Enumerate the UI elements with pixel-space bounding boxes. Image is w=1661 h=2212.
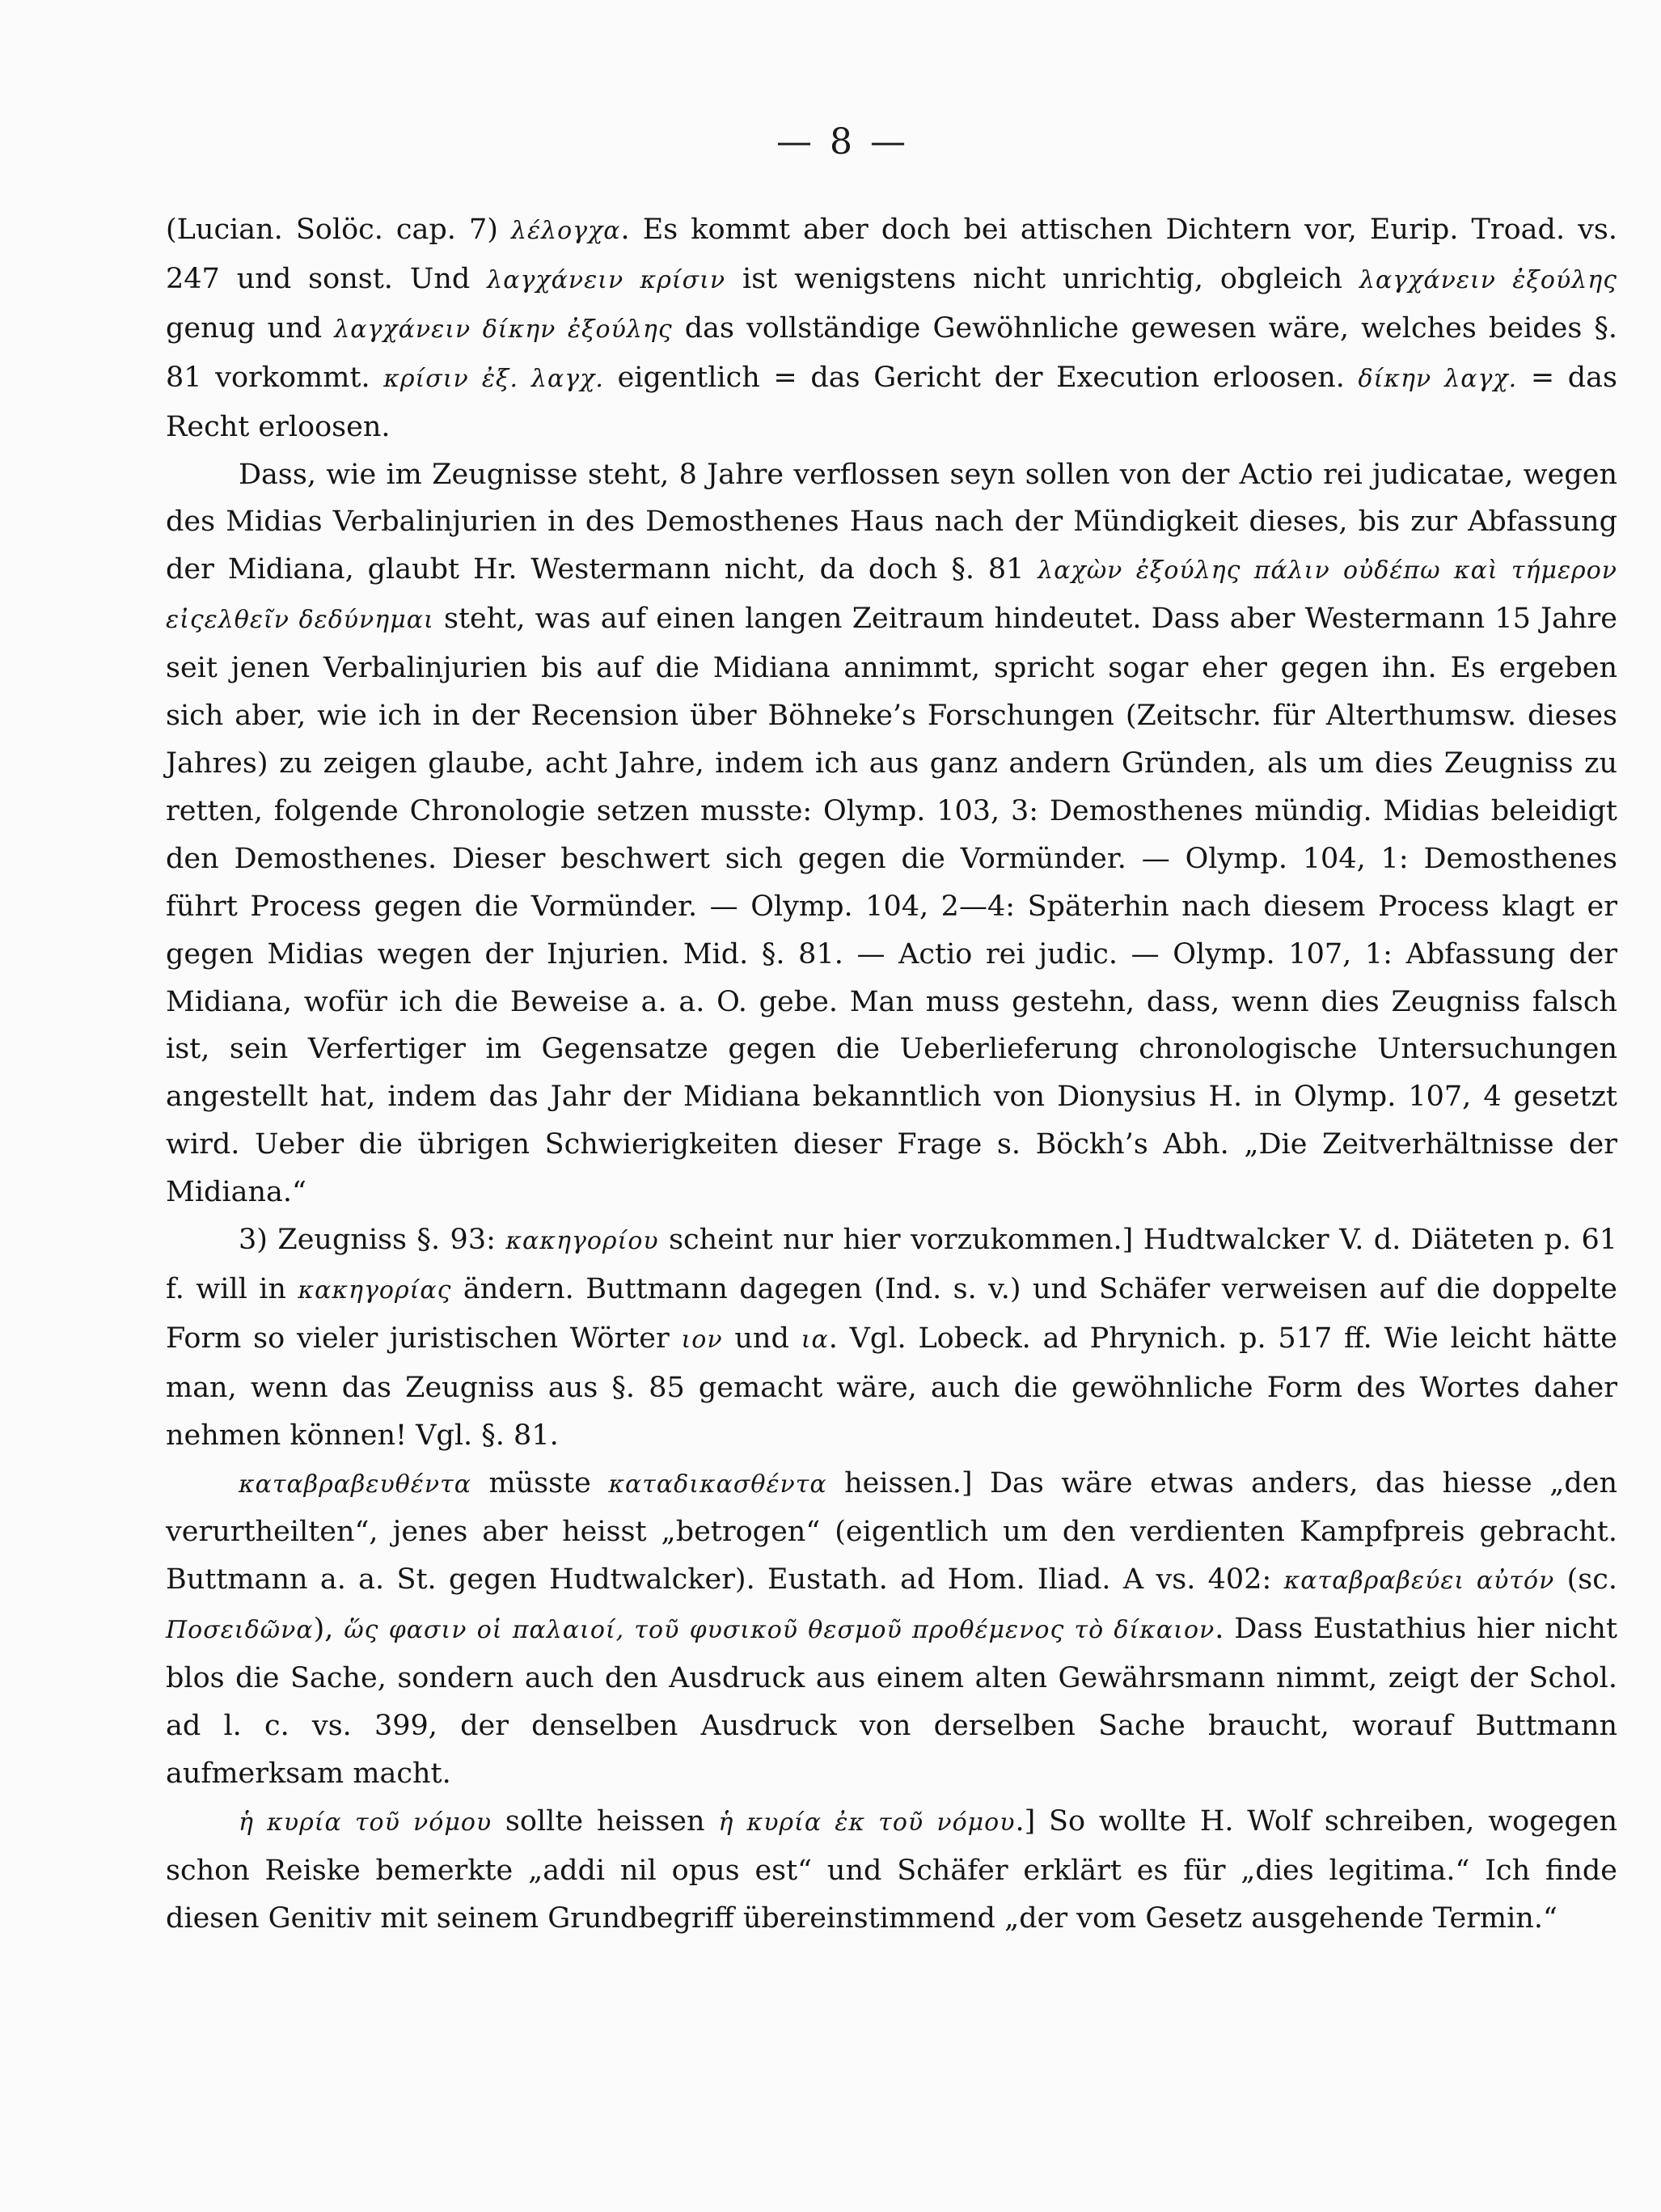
greek-phrase: καταβραβεύει αὐτόν (1283, 1567, 1555, 1596)
text-segment: müsste (471, 1466, 609, 1499)
text-segment: . Es kommt aber doch bei attischen Dichtern vor, Eurip. Troad. vs. 247 und sonst. Und (166, 214, 1617, 295)
text-segment: ), (313, 1613, 344, 1646)
text-segment: . Dass Eustathius hier nicht blos die Sache, sondern auch den Ausdruck aus einem alten Gewährsmann nimmt, zeigt der Schol. ad l. c. vs. 399, der denselben Ausdruck von derselben Sache braucht, worauf Buttmann aufmerksam macht. (166, 1613, 1618, 1790)
greek-phrase: κακηγορίου (505, 1227, 659, 1256)
greek-phrase: ὥς φασιν οἱ παλαιοί, τοῦ φυσικοῦ θεσμοῦ προθέμενος τὸ δίκαιον (344, 1616, 1215, 1645)
greek-phrase: ἡ κυρία ἐκ τοῦ νόμου (718, 1808, 1016, 1837)
greek-phrase: λαχὼν ἐξούλης πάλιν οὐδέπω καὶ τήμερον εἰςελθεῖν δεδύνημαι (166, 556, 1617, 635)
text-segment: (sc. (1554, 1563, 1617, 1597)
text-segment: . Vgl. Lobeck. ad Phrynich. p. 517 ff. Wie leicht hätte man, wenn das Zeugniss aus §. 85 gemacht wäre, auch die gewöhnliche Form des Wortes daher nehmen können! Vgl. §. 81. (166, 1322, 1617, 1452)
greek-phrase: ἡ κυρία τοῦ νόμου (239, 1808, 492, 1837)
greek-phrase: καταδικασθέντα (608, 1470, 827, 1499)
text-segment: .] So wollte H. Wolf schreiben, wogegen schon Reiske bemerkte „addi nil opus est“ und Schäfer erklärt es für „dies legitima.“ Ich finde diesen Genitiv mit seinem Grundbegriff übereinstimmend „der vom Gesetz ausgehende Termin.“ (166, 1804, 1618, 1935)
greek-phrase: δίκην λαγχ. (1358, 364, 1518, 393)
text-segment: Dass, wie im Zeugnisse steht, 8 Jahre verflossen seyn sollen von der Actio rei judicatae, wegen des Midias Verbalinjurien in des Demosthenes Haus nach der Mündigkeit dieses, bis zur Abfassung der Midiana, glaubt Hr. Westermann nicht, da doch §. 81 (166, 458, 1617, 586)
greek-phrase: Ποσειδῶνα (166, 1616, 314, 1645)
greek-phrase: κρίσιν ἐξ. λαγχ. (383, 364, 604, 393)
text-segment: ändern. Buttmann dagegen (Ind. s. v.) und Schäfer verweisen auf die doppelte Form so vieler juristischen Wörter (166, 1272, 1617, 1355)
greek-phrase: λαγχάνειν κρίσιν (487, 265, 726, 294)
greek-phrase: λαγχάνειν δίκην ἐξούλης (334, 315, 673, 344)
text-segment: steht, was auf einen langen Zeitraum hindeutet. Dass aber Westermann 15 Jahre seit jenen Verbalinjurien bis auf die Midiana annimmt, spricht sogar eher gegen ihn. Es ergeben sich aber, wie ich in der Recension über Böhneke’s Forschungen (Zeitschr. für Alterthumsw. dieses Jahres) zu zeigen glaube, acht Jahre, indem ich aus ganz andern Gründen, als um dies Zeugniss zu retten, folgende Chronologie setzen musste: Olymp. 103, 3: Demosthenes mündig. Midias beleidigt den Demosthenes. Dieser beschwert sich gegen die Vormünder. — Olymp. 104, 1: Demosthenes führt Process gegen die Vormünder. — Olymp. 104, 2—4: Späterhin nach diesem Process klagt er gegen Midias wegen der Injurien. Mid. §. 81. — Actio rei judic. — Olymp. 107, 1: Abfassung der Midiana, wofür ich die Beweise a. a. O. gebe. Man muss gestehn, dass, wenn dies Zeugniss falsch ist, sein Verfertiger im Gegensatze gegen die Ueberlieferung chronologische Untersuchungen angestellt hat, indem das Jahr der Midiana bekanntlich von Dionysius H. in Olymp. 107, 4 gesetzt wird. Ueber die übrigen Schwierigkeiten dieser Frage s. Böckh’s Abh. „Die Zeitverhältnisse der Midiana.“ (166, 603, 1617, 1209)
text-segment: sollte heissen (492, 1804, 719, 1838)
text-segment: 3) Zeugniss §. 93: (239, 1224, 506, 1257)
paragraph-5 (166, 1798, 1617, 1943)
text-segment: ist wenigstens nicht unrichtig, obgleich (725, 262, 1359, 295)
text-segment: = das Recht erloosen. (166, 361, 1618, 443)
greek-phrase: κακηγορίας (298, 1275, 452, 1305)
paragraph-3 (166, 1216, 1617, 1460)
text-segment: und (722, 1322, 801, 1355)
greek-phrase: λαγχάνειν ἐξούλης (1359, 265, 1617, 294)
text-segment: eigentlich = das Gericht der Execution erloosen. (603, 361, 1359, 394)
text-segment: scheint nur hier vorzukommen.] Hudtwalcker V. d. Diäteten p. 61 f. will in (166, 1224, 1617, 1305)
main-text (166, 206, 1617, 1943)
paragraph-1 (166, 206, 1617, 451)
text-segment: (Lucian. Solöc. cap. 7) (166, 214, 511, 246)
paragraph-2 (166, 451, 1617, 1217)
greek-phrase: ια (801, 1325, 829, 1354)
greek-phrase: ιον (681, 1325, 723, 1354)
paragraph-4 (166, 1460, 1617, 1798)
text-segment: heissen.] Das wäre etwas anders, das hiesse „den verurtheilten“, jenes aber heisst „betrogen“ (eigentlich um den verdienten Kampfpreis gebracht. Buttmann a. a. St. gegen Hudtwalcker). Eustath. ad Hom. Iliad. A vs. 402: (166, 1466, 1618, 1597)
text-segment: das vollständige Gewöhnliche gewesen wäre, welches beides §. 81 vorkommt. (166, 311, 1617, 394)
greek-phrase: λέλογχα (510, 217, 621, 245)
page-number: — 8 — (776, 121, 909, 163)
text-segment: genug und (166, 311, 335, 345)
greek-phrase: καταβραβευθέντα (239, 1470, 471, 1499)
